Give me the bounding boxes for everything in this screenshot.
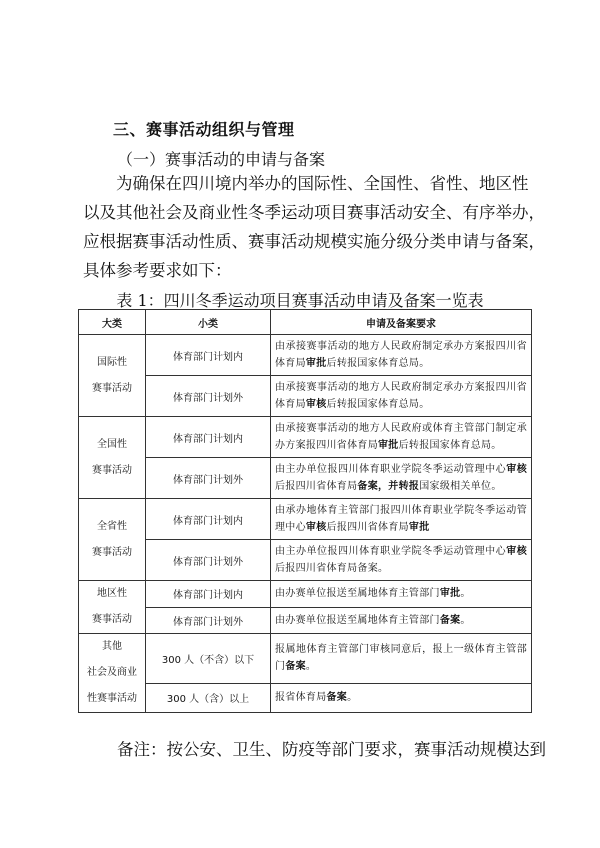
table-row	[79, 458, 532, 499]
requirement-cell	[271, 417, 532, 458]
subcategory-cell: 体育部门计划外	[146, 607, 271, 634]
subcategory-cell: 体育部门计划外	[146, 376, 271, 417]
requirement-text: 由承接赛事活动的地方人民政府制定承办方案报四川省体育局	[275, 382, 527, 410]
category-line: 国际性	[97, 356, 127, 368]
subcategory-cell: 300 人（含）以上	[146, 683, 271, 712]
category-line: 赛事活动	[92, 464, 132, 476]
subcategory-cell: 体育部门计划内	[146, 417, 271, 458]
requirement-text: 。	[305, 661, 317, 673]
paragraph-line: 为确保在四川境内举办的国际性、全国性、省性、地区性	[116, 174, 529, 193]
table-caption: 表 1：四川冬季运动项目赛事活动申请及备案一览表	[116, 291, 484, 310]
requirement-text: 后报四川省体育局	[326, 522, 409, 533]
requirement-cell	[271, 376, 532, 417]
requirement-text: 由办赛单位报送至属地体育主管部门	[275, 588, 440, 600]
column-header: 大类	[79, 310, 146, 335]
requirement-text: 由主办单位报四川体育职业学院冬季运动管理中心	[275, 546, 507, 557]
category-line: 赛事活动	[92, 546, 132, 558]
table-row	[79, 683, 532, 712]
category-line: 地区性	[97, 588, 127, 599]
requirement-text: 后转报国家体育总局。	[326, 358, 430, 369]
category-line: 赛事活动	[92, 614, 132, 625]
requirement-emphasis: 备案	[285, 661, 306, 673]
table-row	[79, 540, 532, 581]
requirement-cell	[271, 634, 532, 684]
requirement-cell	[271, 540, 532, 581]
requirement-text: 由主办单位报四川体育职业学院冬季运动管理中心	[275, 464, 507, 475]
requirement-text: 由办赛单位报送至属地体育主管部门	[275, 614, 440, 626]
category-line: 全省性	[97, 520, 127, 532]
subcategory-cell: 体育部门计划内	[146, 335, 271, 376]
table-row	[79, 634, 532, 684]
requirement-emphasis: 审核	[305, 399, 327, 410]
table-row	[79, 376, 532, 417]
category-line: 其他	[102, 641, 122, 652]
requirement-text: 报属地体育主管部门审核同意后，报上一级体育主管部门	[275, 644, 527, 673]
requirement-cell	[271, 499, 532, 540]
requirement-emphasis: 审批	[378, 440, 399, 451]
requirement-text: 由承办地体育主管部门报四川体育职业学院冬季运动管理中心	[275, 505, 527, 533]
subcategory-cell: 体育部门计划内	[146, 499, 271, 540]
table-row	[79, 499, 532, 540]
paragraph-line: 应根据赛事活动性质、赛事活动规模实施分级分类申请与备案，	[83, 232, 545, 251]
requirement-emphasis: 审核	[305, 522, 327, 533]
table-row	[79, 335, 532, 376]
requirement-text: 后转报国家体育总局。	[398, 440, 502, 451]
subcategory-cell: 体育部门计划外	[146, 458, 271, 499]
section-heading: 三、赛事活动组织与管理	[113, 120, 295, 139]
requirement-emphasis: 审批	[439, 588, 461, 600]
requirement-emphasis: 备案，并转报	[357, 481, 420, 492]
requirement-cell	[271, 335, 532, 376]
table-note: 备注：按公安、卫生、防疫等部门要求，赛事活动规模达到	[117, 740, 546, 759]
requirement-emphasis: 审批	[408, 522, 430, 533]
category-line: 全国性	[97, 438, 127, 450]
requirement-text: 。	[347, 692, 358, 704]
requirement-emphasis: 审批	[305, 358, 327, 369]
requirements-table	[78, 309, 532, 713]
subsection-heading: （一）赛事活动的申请与备案	[117, 150, 326, 169]
requirement-cell	[271, 458, 532, 499]
requirement-text: 后报四川省体育局备案。	[275, 563, 389, 574]
requirement-cell	[271, 607, 532, 634]
paragraph-line: 具体参考要求如下：	[83, 261, 232, 280]
requirement-text: 。	[460, 588, 471, 600]
category-cell	[79, 634, 146, 713]
requirement-text: 。	[460, 614, 471, 626]
requirement-text: 后转报国家体育总局。	[326, 399, 430, 410]
requirement-text: 后报四川省体育局	[275, 481, 358, 492]
intro-paragraph	[83, 169, 545, 285]
table-row	[79, 581, 532, 608]
category-cell	[79, 417, 146, 499]
category-cell	[79, 335, 146, 417]
column-header: 申请及备案要求	[271, 310, 532, 335]
requirement-emphasis: 审核	[506, 464, 527, 475]
requirement-emphasis: 备案	[326, 692, 348, 704]
requirement-text: 由承接赛事活动的地方人民政府制定承办方案报四川省体育局	[275, 341, 527, 369]
category-line: 社会及商业	[87, 667, 137, 678]
subcategory-cell: 体育部门计划内	[146, 581, 271, 608]
category-cell	[79, 499, 146, 581]
table-row	[79, 417, 532, 458]
requirement-emphasis: 审核	[506, 546, 527, 557]
category-line: 性赛事活动	[87, 693, 137, 704]
requirement-text: 由承接赛事活动的地方人民政府或体育主管部门制定承办方案报四川省体育局	[275, 423, 527, 451]
category-line: 赛事活动	[92, 382, 132, 394]
table-row	[79, 607, 532, 634]
subcategory-cell: 300 人（不含）以下	[146, 634, 271, 684]
subcategory-cell: 体育部门计划外	[146, 540, 271, 581]
column-header: 小类	[146, 310, 271, 335]
table-header-row	[79, 310, 532, 335]
requirement-emphasis: 备案	[439, 614, 461, 626]
requirement-cell	[271, 683, 532, 712]
requirement-text: 国家级相关单位。	[419, 481, 502, 492]
requirement-cell	[271, 581, 532, 608]
requirement-text: 报省体育局	[275, 692, 327, 704]
paragraph-line: 以及其他社会及商业性冬季运动项目赛事活动安全、有序举办，	[83, 203, 545, 222]
category-cell	[79, 581, 146, 634]
